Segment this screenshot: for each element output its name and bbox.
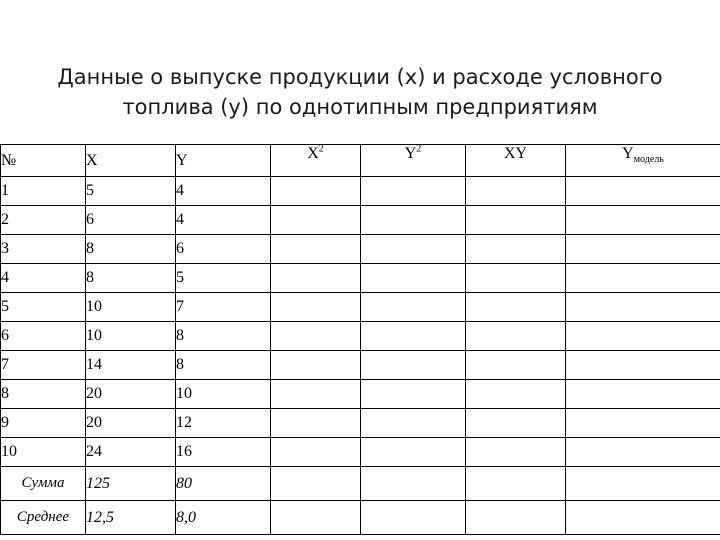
cell-y: 12 — [176, 409, 271, 438]
cell-x-squared — [271, 351, 361, 380]
header-y-squared — [361, 145, 466, 177]
table-row — [1, 322, 720, 351]
title-line-2: топлива (y) по однотипным предприятиям — [122, 95, 598, 119]
cell-num: 5 — [1, 293, 86, 322]
cell-y-model — [566, 380, 720, 409]
cell-x: 10 — [86, 322, 176, 351]
header-x-squared-exp: 2 — [318, 144, 324, 155]
cell-y: 6 — [176, 235, 271, 264]
cell-x-squared — [271, 409, 361, 438]
cell-xy — [466, 264, 566, 293]
cell-x-squared — [271, 206, 361, 235]
cell-y: 4 — [176, 177, 271, 206]
cell-num: 8 — [1, 380, 86, 409]
cell-x: 8 — [86, 264, 176, 293]
header-x-squared-base: X — [307, 145, 319, 162]
sum-row — [1, 467, 720, 501]
cell-y-squared — [361, 177, 466, 206]
mean-label: Среднее — [1, 501, 86, 535]
cell-y-squared — [361, 235, 466, 264]
cell-y-model — [566, 467, 720, 501]
cell-x-squared — [271, 501, 361, 535]
cell-xy — [466, 206, 566, 235]
cell-xy — [466, 409, 566, 438]
header-y-model-sub: модель — [633, 154, 664, 166]
table-row — [1, 235, 720, 264]
header-y-model-base: Y — [622, 145, 634, 162]
cell-x-squared — [271, 235, 361, 264]
table-row — [1, 206, 720, 235]
cell-y-model — [566, 438, 720, 467]
title-line-1: Данные о выпуске продукции (x) и расходе условного — [57, 65, 663, 89]
cell-y: 7 — [176, 293, 271, 322]
cell-num: 2 — [1, 206, 86, 235]
cell-y-model — [566, 264, 720, 293]
cell-y-model — [566, 177, 720, 206]
table-row — [1, 409, 720, 438]
cell-num: 7 — [1, 351, 86, 380]
header-y-squared-exp: 2 — [416, 144, 422, 155]
cell-y: 8 — [176, 322, 271, 351]
cell-x-squared — [271, 438, 361, 467]
cell-y-model — [566, 351, 720, 380]
data-table — [0, 144, 720, 535]
cell-xy — [466, 501, 566, 535]
cell-x: 20 — [86, 380, 176, 409]
cell-xy — [466, 293, 566, 322]
page-title — [0, 62, 720, 122]
cell-num: 10 — [1, 438, 86, 467]
cell-x: 24 — [86, 438, 176, 467]
cell-x-squared — [271, 322, 361, 351]
cell-y-model — [566, 293, 720, 322]
cell-num: 9 — [1, 409, 86, 438]
cell-x-squared — [271, 177, 361, 206]
cell-x-squared — [271, 264, 361, 293]
cell-xy — [466, 438, 566, 467]
cell-y-model — [566, 409, 720, 438]
table-row — [1, 177, 720, 206]
cell-y-squared — [361, 501, 466, 535]
table-row — [1, 293, 720, 322]
cell-y: 16 — [176, 438, 271, 467]
cell-y-squared — [361, 438, 466, 467]
cell-num: 6 — [1, 322, 86, 351]
sum-x: 125 — [86, 467, 176, 501]
cell-x: 14 — [86, 351, 176, 380]
mean-x: 12,5 — [86, 501, 176, 535]
header-num: № — [1, 145, 86, 177]
cell-xy — [466, 322, 566, 351]
cell-xy — [466, 235, 566, 264]
cell-y: 4 — [176, 206, 271, 235]
cell-xy — [466, 380, 566, 409]
cell-xy — [466, 351, 566, 380]
cell-y-squared — [361, 380, 466, 409]
table-header-row — [1, 145, 720, 177]
table-row — [1, 351, 720, 380]
cell-y-squared — [361, 293, 466, 322]
cell-x: 10 — [86, 293, 176, 322]
table-row — [1, 438, 720, 467]
cell-y-model — [566, 235, 720, 264]
cell-y: 10 — [176, 380, 271, 409]
sum-y: 80 — [176, 467, 271, 501]
cell-y-squared — [361, 206, 466, 235]
cell-x: 20 — [86, 409, 176, 438]
header-y-squared-base: Y — [404, 145, 417, 162]
header-xy: XY — [466, 145, 566, 177]
cell-y-squared — [361, 351, 466, 380]
cell-y-squared — [361, 467, 466, 501]
table-row — [1, 380, 720, 409]
cell-num: 3 — [1, 235, 86, 264]
cell-y: 5 — [176, 264, 271, 293]
cell-xy — [466, 467, 566, 501]
header-x: X — [86, 145, 176, 177]
cell-y-squared — [361, 264, 466, 293]
cell-num: 1 — [1, 177, 86, 206]
cell-x: 8 — [86, 235, 176, 264]
cell-xy — [466, 177, 566, 206]
cell-x: 5 — [86, 177, 176, 206]
table-row — [1, 264, 720, 293]
cell-y: 8 — [176, 351, 271, 380]
cell-y-squared — [361, 322, 466, 351]
header-x-squared — [271, 145, 361, 177]
mean-y: 8,0 — [176, 501, 271, 535]
cell-y-model — [566, 206, 720, 235]
cell-num: 4 — [1, 264, 86, 293]
cell-x-squared — [271, 380, 361, 409]
mean-row — [1, 501, 720, 535]
header-y-model — [566, 145, 720, 177]
cell-y-squared — [361, 409, 466, 438]
cell-y-model — [566, 322, 720, 351]
cell-x-squared — [271, 467, 361, 501]
sum-label: Сумма — [1, 467, 86, 501]
cell-x: 6 — [86, 206, 176, 235]
cell-x-squared — [271, 293, 361, 322]
cell-y-model — [566, 501, 720, 535]
header-y: Y — [176, 145, 271, 177]
